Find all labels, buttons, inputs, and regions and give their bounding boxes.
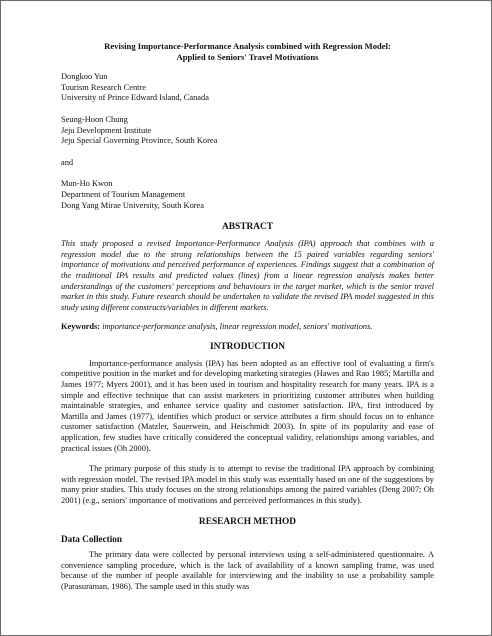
author-name: Dongkoo Yun bbox=[61, 72, 108, 82]
data-collection-heading: Data Collection bbox=[61, 533, 122, 544]
author-org: Jeju Development Institute bbox=[61, 125, 152, 135]
keywords-text: importance-performance analysis, linear regression model, seniors' motivations. bbox=[102, 322, 373, 332]
author-3 bbox=[61, 179, 434, 211]
author-2 bbox=[61, 115, 434, 147]
intro-paragraph-2: The primary purpose of this study is to attempt to revise the traditional IPA approach by combining with regression model. The revised IPA model in this study was essentially based on one of the suggestions by many prior studies. This study focuses on the strong relationships among the paired variables (Deng 2007; Oh 2001) (e.g., seniors' importance of motivations and perceived performances in this study). bbox=[61, 464, 434, 505]
author-org: Department of Tourism Management bbox=[61, 189, 186, 199]
author-conjunction: and bbox=[61, 157, 74, 167]
author-name: Seung-Hoon Chung bbox=[61, 114, 128, 124]
abstract-text: This study proposed a revised Importance-Performance Analysis (IPA) approach that combines with a regression model due to the strong relationships between the 15 paired variables regarding seniors' importance of motivations and perceived performance of experiences. Findings suggest that a combination of the traditional IPA results and predicted values (lines) from a linear regression analysis makes better understandings of the customers' perceptions and behaviours in the target market, which is the senior travel market in this study. Future research should be undertaken to validate the revised IPA model suggested in this study using different constructs/variables in different markets. bbox=[61, 239, 434, 312]
author-place: Jeju Special Governing Province, South Korea bbox=[61, 136, 218, 146]
data-collection-paragraph: The primary data were collected by personal interviews using a self-administered questionnaire. A convenience sampling procedure, which is the lack of availability of a known sampling frame, was used because of the number of people available for interviewing and the inability to use a probability sample (Parasuraman, 1986). The sample used in this study was bbox=[61, 550, 434, 591]
title-line-2: Applied to Seniors' Travel Motivations bbox=[176, 51, 319, 62]
title-line-1: Revising Importance-Performance Analysis combined with Regression Model: bbox=[104, 41, 391, 51]
author-block bbox=[61, 72, 434, 211]
author-place: University of Prince Edward Island, Canada bbox=[61, 93, 209, 103]
author-org: Tourism Research Centre bbox=[61, 82, 146, 92]
keywords bbox=[61, 322, 434, 333]
keywords-label: Keywords: bbox=[61, 322, 101, 332]
intro-paragraph-1: Importance-performance analysis (IPA) has been adopted as an effective tool of evaluating a firm's competitive position in the market and for developing marketing strategies (Hawes and Rao 1985; Martilla and James 1977; Myers 2001), and it has been used in tourism and hospitality research for many years. IPA is a simple and effective technique that can assist marketers in prioritizing customer attributes when building maintainable strategies, and enhance service quality and customer satisfaction. IPA, first introduced by Martilla and James (1977), identifies which product or service attributes a firm should focus on to enhance customer satisfaction (Matzler, Sauerwein, and Heischmidt 2003). In spite of its popularity and ease of application, few studies have critically considered the conceptual validity, relationships among variables, and practical issues (Oh 2000). bbox=[61, 358, 434, 453]
page-content bbox=[61, 41, 434, 603]
abstract-heading: ABSTRACT bbox=[221, 222, 274, 233]
author-place: Dong Yang Mirae University, South Korea bbox=[61, 200, 204, 210]
author-name: Mun-Ho Kwon bbox=[61, 179, 113, 189]
introduction-heading: INTRODUCTION bbox=[209, 341, 285, 352]
research-method-heading: RESEARCH METHOD bbox=[198, 516, 297, 527]
author-1 bbox=[61, 72, 434, 104]
paper-title bbox=[61, 41, 434, 62]
